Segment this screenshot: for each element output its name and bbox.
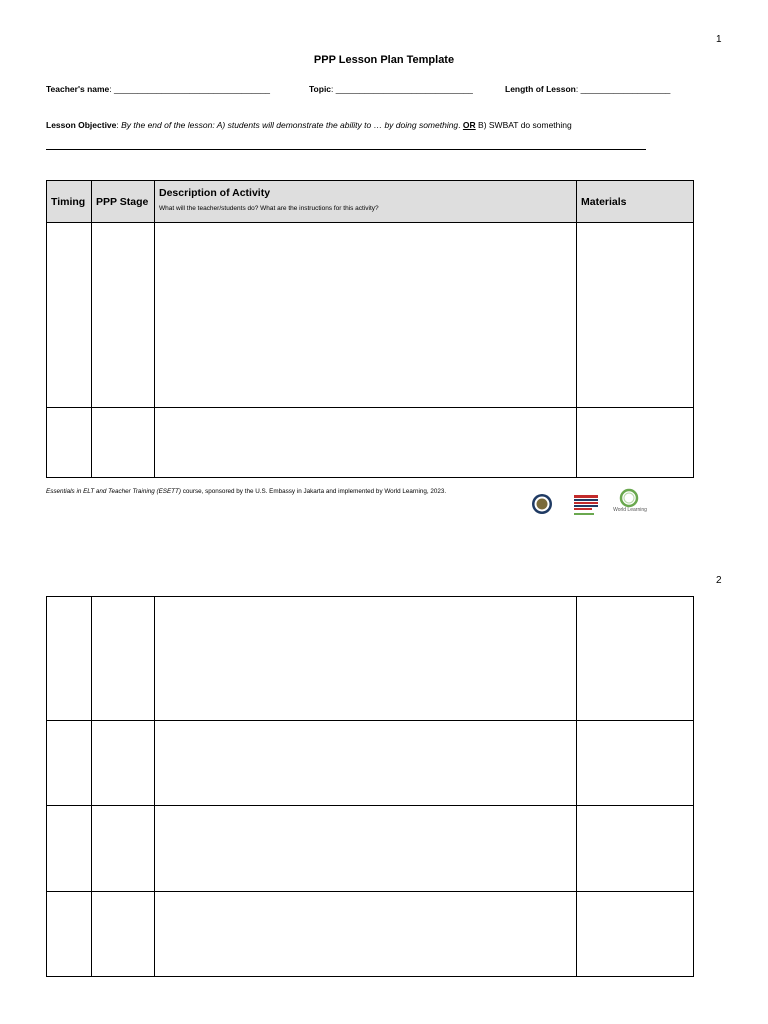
stage-cell[interactable] — [92, 223, 155, 408]
relo-logo-icon — [574, 495, 598, 515]
description-cell[interactable] — [155, 597, 577, 721]
header-description — [155, 181, 577, 223]
materials-cell[interactable] — [577, 408, 694, 478]
table-row — [47, 223, 694, 408]
timing-cell[interactable] — [47, 806, 92, 892]
materials-cell[interactable] — [577, 721, 694, 806]
page-number-1: 1 — [716, 34, 722, 45]
timing-cell[interactable] — [47, 721, 92, 806]
description-cell[interactable] — [155, 806, 577, 892]
footer-credit — [46, 488, 446, 495]
timing-cell[interactable] — [47, 408, 92, 478]
stage-cell[interactable] — [92, 806, 155, 892]
page-title: PPP Lesson Plan Template — [313, 54, 455, 66]
stage-cell[interactable] — [92, 892, 155, 977]
footer-course-name: Essentials in ELT and Teacher Training (ESETT) — [46, 488, 181, 495]
objective-label: Lesson Objective — [46, 120, 117, 130]
table-header-row — [47, 181, 694, 223]
table-row — [47, 806, 694, 892]
timing-cell[interactable] — [47, 223, 92, 408]
header-description-sub: What will the teacher/students do? What are the instructions for this activity? — [159, 205, 379, 212]
topic-field: Topic: _____________________________ — [309, 84, 473, 94]
length-blank: ___________________ — [580, 84, 671, 94]
lesson-objective: Lesson Objective: By the end of the lesson: A) students will demonstrate the ability to … by doing something. OR B) SWBAT do something — [46, 120, 572, 130]
topic-label: Topic — [309, 84, 332, 94]
header-ppp-stage: PPP Stage — [92, 181, 155, 223]
embassy-seal-icon — [532, 485, 652, 525]
table-row — [47, 892, 694, 977]
description-cell[interactable] — [155, 223, 577, 408]
teacher-name-blank: _________________________________ — [114, 84, 271, 94]
teacher-name-label: Teacher's name — [46, 84, 110, 94]
header-materials: Materials — [577, 181, 694, 223]
sponsor-logos — [532, 485, 652, 525]
stage-cell[interactable] — [92, 408, 155, 478]
world-learning-label: World Learning — [613, 507, 647, 513]
footer-text: course, sponsored by the U.S. Embassy in Jakarta and implemented by World Learning, 2023. — [180, 488, 447, 495]
objective-text-b: B) SWBAT do something — [478, 120, 572, 130]
objective-underline — [46, 149, 646, 150]
page-number-2: 2 — [716, 575, 722, 586]
header-timing: Timing — [47, 181, 92, 223]
length-label: Length of Lesson — [505, 84, 576, 94]
materials-cell[interactable] — [577, 806, 694, 892]
objective-text-a: By the end of the lesson: A) students will demonstrate the ability to … by doing something — [121, 120, 459, 130]
stage-cell[interactable] — [92, 721, 155, 806]
materials-cell[interactable] — [577, 892, 694, 977]
description-cell[interactable] — [155, 892, 577, 977]
table-row — [47, 721, 694, 806]
timing-cell[interactable] — [47, 597, 92, 721]
table-row — [47, 597, 694, 721]
lesson-plan-table-page1 — [46, 180, 694, 478]
stage-cell[interactable] — [92, 597, 155, 721]
description-cell[interactable] — [155, 721, 577, 806]
materials-cell[interactable] — [577, 223, 694, 408]
objective-or: OR — [462, 120, 476, 130]
teacher-name-field: Teacher's name: _________________________________ — [46, 84, 271, 94]
materials-cell[interactable] — [577, 597, 694, 721]
topic-blank: _____________________________ — [335, 84, 473, 94]
world-learning-icon — [621, 490, 637, 506]
timing-cell[interactable] — [47, 892, 92, 977]
lesson-plan-table-page2 — [46, 596, 694, 977]
description-cell[interactable] — [155, 408, 577, 478]
length-field: Length of Lesson: ___________________ — [505, 84, 671, 94]
header-description-title: Description of Activity — [159, 187, 271, 199]
table-row — [47, 408, 694, 478]
